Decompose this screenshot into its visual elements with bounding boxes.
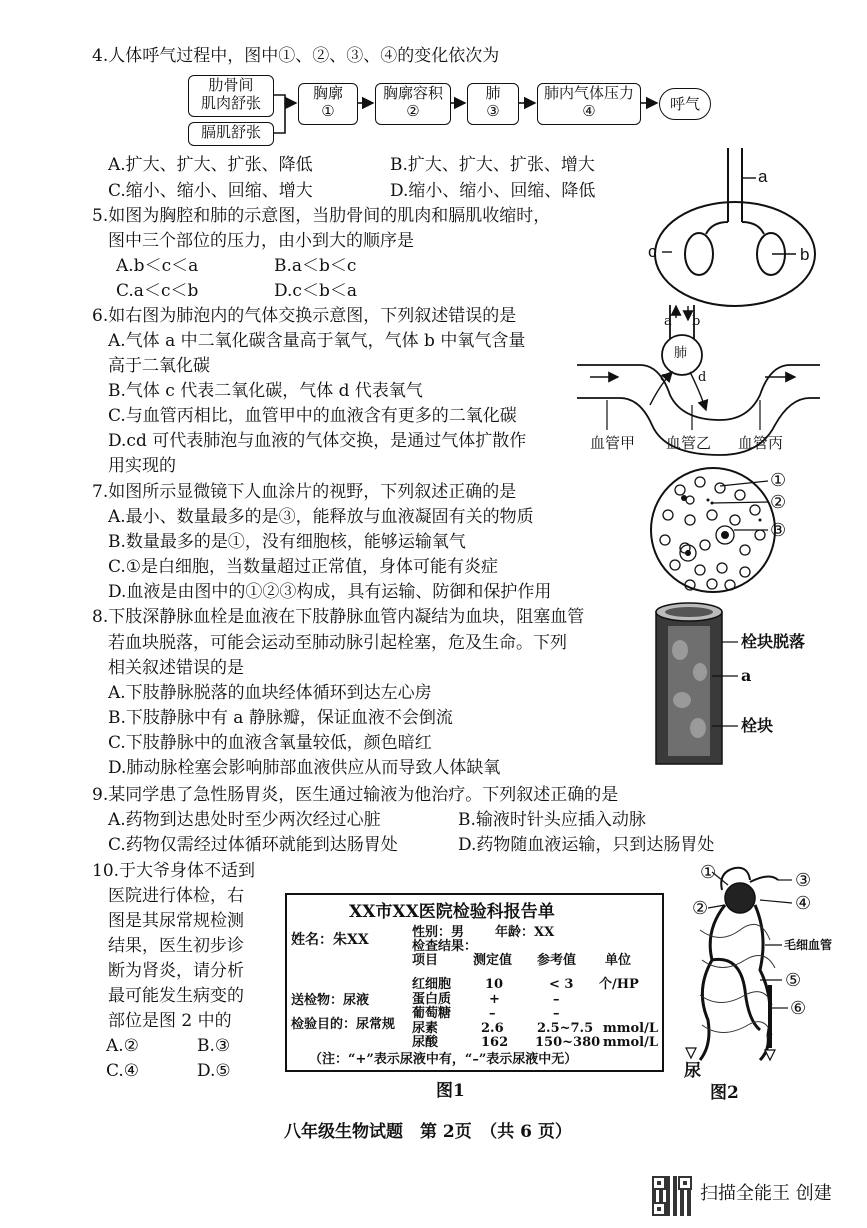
flow-box-lung-label: 肺 [485, 84, 501, 102]
flow-box-intercostal-line2: 肌肉舒张 [200, 94, 261, 112]
q5-option-c: C.a＜c＜b [116, 281, 199, 301]
report-note: （注：“+”表示尿液中有，“–”表示尿液中无） [309, 1052, 578, 1067]
fig6-label-lung: 肺 [674, 346, 688, 361]
fig8-label-a: a [741, 666, 752, 685]
q4-option-a: A.扩大、扩大、扩张、降低 [108, 155, 313, 175]
flow-box-diaphragm-label: 膈肌舒张 [200, 123, 261, 141]
q10-stem-4: 结果，医生初步诊 [108, 936, 244, 956]
fig2-caption: 图2 [710, 1083, 739, 1103]
report-row-ref: – [553, 992, 560, 1007]
fig1-caption: 图1 [436, 1081, 465, 1101]
report-row-item: 蛋白质 [412, 992, 452, 1007]
report-name: 姓名：朱XX [291, 932, 369, 948]
flow-box-thorax-num: ① [321, 102, 335, 120]
report-row-item: 尿素 [412, 1021, 439, 1036]
report-header-value: 测定值 [473, 953, 513, 968]
q8-option-b: B.下肢静脉中有 a 静脉瓣，保证血液不会倒流 [108, 708, 453, 728]
q10-stem-2: 医院进行体检，右 [108, 886, 244, 906]
q6-option-c: C.与血管丙相比，血管甲中的血液含有更多的二氧化碳 [108, 406, 517, 426]
report-header-item: 项目 [412, 953, 439, 968]
flow-box-thorax-label: 胸廓 [312, 84, 343, 102]
report-row-ref: < 3 [549, 977, 574, 992]
scanner-watermark: 扫描全能王 创建 [700, 1183, 832, 1204]
q10-option-b: B.③ [197, 1036, 231, 1056]
q4-option-d: D.缩小、缩小、回缩、降低 [390, 181, 596, 201]
report-sex: 性别：男 [412, 925, 465, 940]
q7-stem: 7.如图所示显微镜下人血涂片的视野，下列叙述正确的是 [92, 482, 517, 502]
q9-option-d: D.药物随血液运输，只到达肠胃处 [458, 835, 715, 855]
fig6-label-c: c [660, 370, 668, 385]
report-sample: 送检物：尿液 [291, 993, 370, 1008]
q10-stem-6: 最可能发生病变的 [108, 986, 244, 1006]
flow-box-thorax-volume-num: ② [406, 102, 420, 120]
q4-option-c: C.缩小、缩小、回缩、增大 [108, 181, 313, 201]
flow-box-lung-pressure-num: ④ [582, 102, 596, 120]
report-title: XX市XX医院检验科报告单 [349, 902, 555, 922]
report-row-unit: mmol/L [603, 1021, 659, 1036]
report-row-item: 葡萄糖 [412, 1006, 452, 1021]
report-row-ref: 2.5~7.5 [537, 1021, 594, 1036]
report-header-ref: 参考值 [537, 953, 577, 968]
q8-option-d: D.肺动脉栓塞会影响肺部血液供应从而导致人体缺氧 [108, 758, 501, 778]
fig5-label-a: a [758, 167, 768, 186]
report-result-label: 检查结果： [412, 939, 478, 954]
flow-box-exhale-label: 呼气 [669, 95, 700, 113]
q6-option-d-1: D.cd 可代表肺泡与血液的气体交换，是通过气体扩散作 [108, 431, 527, 451]
report-row-unit: 个/HP [599, 977, 639, 992]
q7-option-c: C.①是白细胞，当数量超过正常值，身体可能有炎症 [108, 557, 499, 577]
q9-option-b: B.输液时针头应插入动脉 [458, 810, 646, 830]
q10-option-d: D.⑤ [197, 1061, 231, 1081]
q4-stem: 4.人体呼气过程中，图中①、②、③、④的变化依次为 [92, 46, 500, 66]
report-row-value: – [489, 1006, 496, 1021]
q6-option-b: B.气体 c 代表二氧化碳，气体 d 代表氧气 [108, 381, 423, 401]
fig2-label-capillary: 毛细血管 [784, 938, 833, 952]
report-row-value: 2.6 [481, 1021, 504, 1036]
report-age: 年龄：XX [495, 925, 555, 940]
q5-option-b: B.a＜b＜c [274, 256, 357, 276]
fig6-vessel-yi: 血管乙 [666, 434, 712, 452]
report-row-item: 尿酸 [412, 1035, 439, 1050]
qr-code-icon [652, 1176, 692, 1216]
q5-option-a: A.b＜c＜a [116, 256, 199, 276]
fig5-label-c: c [648, 242, 657, 261]
q10-option-a: A.② [106, 1036, 139, 1056]
flow-box-lung-pressure-label: 肺内气体压力 [543, 84, 634, 102]
fig2-label-1: ① [700, 862, 717, 883]
q10-stem-1: 10.于大爷身体不适到 [92, 861, 256, 881]
fig6-vessel-jia: 血管甲 [590, 434, 636, 452]
q5-option-d: D.c＜b＜a [274, 281, 357, 301]
q10-option-c: C.④ [106, 1061, 140, 1081]
fig2-label-3: ③ [795, 870, 812, 891]
q8-stem-2: 若血块脱落，可能会运动至肺动脉引起栓塞，危及生命。下列 [108, 633, 567, 653]
q9-option-c: C.药物仅需经过体循环就能到达肠胃处 [108, 835, 398, 855]
report-header-unit: 单位 [605, 953, 632, 968]
page-footer: 八年级生物试题 第 2页 （共 6 页） [284, 1122, 572, 1142]
q4-option-b: B.扩大、扩大、扩张、增大 [390, 155, 595, 175]
report-row-ref: – [553, 1006, 560, 1021]
fig8-label-dislodged: 栓块脱落 [741, 632, 806, 651]
q6-option-a-2: 高于二氧化碳 [108, 356, 210, 376]
flow-box-intercostal-line1: 肋骨间 [208, 76, 254, 94]
report-row-value: + [489, 992, 500, 1007]
fig2-label-4: ④ [795, 893, 812, 914]
q6-stem: 6.如右图为肺泡内的气体交换示意图，下列叙述错误的是 [92, 306, 517, 326]
fig2-label-5: ⑤ [785, 970, 802, 991]
report-row-item: 红细胞 [412, 977, 452, 992]
fig7-label-2: ② [770, 492, 787, 513]
q5-stem-2: 图中三个部位的压力，由小到大的顺序是 [108, 231, 414, 251]
q7-option-a: A.最小、数量最多的是③，能释放与血液凝固有关的物质 [108, 507, 534, 527]
q7-option-b: B.数量最多的是①，没有细胞核，能够运输氧气 [108, 532, 466, 552]
q7-option-d: D.血液是由图中的①②③构成，具有运输、防御和保护作用 [108, 582, 552, 602]
q8-stem-3: 相关叙述错误的是 [108, 658, 244, 678]
report-row-unit: mmol/L [603, 1035, 659, 1050]
q8-option-c: C.下肢静脉中的血液含氧量较低，颜色暗红 [108, 733, 432, 753]
fig7-label-1: ① [770, 470, 787, 491]
report-purpose: 检验目的：尿常规 [291, 1017, 396, 1032]
flow-box-thorax-volume-label: 胸廓容积 [382, 84, 443, 102]
fig5-label-b: b [800, 245, 810, 264]
q6-option-a-1: A.气体 a 中二氧化碳含量高于氧气，气体 b 中氧气含量 [108, 331, 526, 351]
fig6-label-d: d [698, 370, 707, 385]
flow-box-lung-num: ③ [486, 102, 500, 120]
report-row-value: 162 [481, 1035, 509, 1050]
q8-stem-1: 8.下肢深静脉血栓是血液在下肢静脉血管内凝结为血块，阻塞血管 [92, 607, 585, 627]
fig2-label-2: ② [692, 898, 709, 919]
fig6-label-a: a [664, 314, 672, 329]
fig2-label-urine: 尿 [684, 1061, 701, 1081]
q9-option-a: A.药物到达患处时至少两次经过心脏 [108, 810, 381, 830]
fig2-label-6: ⑥ [790, 998, 807, 1019]
q8-option-a: A.下肢静脉脱落的血块经体循环到达左心房 [108, 683, 432, 703]
q10-stem-3: 图是其尿常规检测 [108, 911, 244, 931]
q10-stem-5: 断为肾炎，请分析 [108, 961, 244, 981]
fig6-vessel-bing: 血管丙 [738, 434, 784, 452]
fig6-label-b: b [692, 314, 701, 329]
q5-stem-1: 5.如图为胸腔和肺的示意图，当肋骨间的肌肉和膈肌收缩时， [92, 206, 551, 226]
fig7-label-3: ③ [770, 520, 787, 541]
report-row-value: 10 [485, 977, 504, 992]
fig8-label-thrombus: 栓块 [741, 716, 774, 735]
report-row-ref: 150~380 [535, 1035, 601, 1050]
q9-stem: 9.某同学患了急性肠胃炎，医生通过输液为他治疗。下列叙述正确的是 [92, 785, 619, 805]
q6-option-d-2: 用实现的 [108, 456, 176, 476]
q10-stem-7: 部位是图 2 中的 [108, 1011, 232, 1031]
